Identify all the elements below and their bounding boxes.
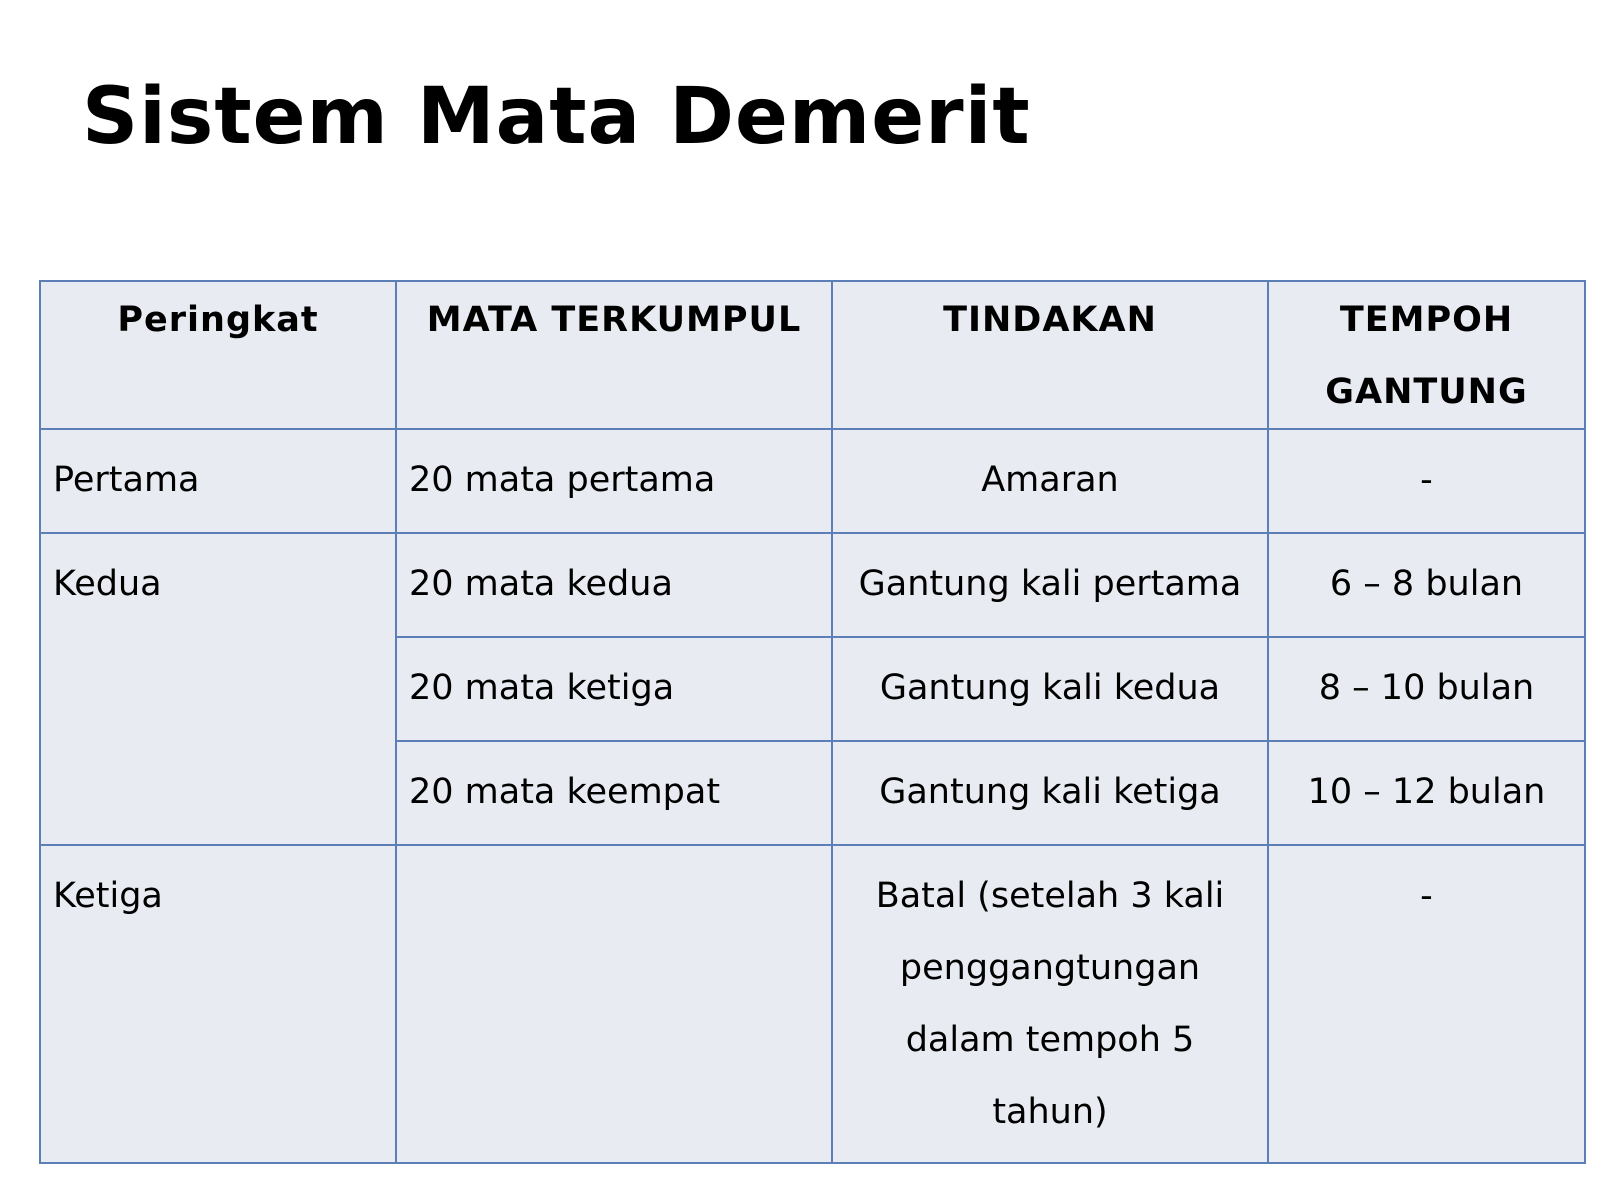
cell-tindakan: Amaran [832, 429, 1268, 533]
demerit-table [39, 280, 1586, 1164]
table-row [40, 845, 1585, 1163]
cell-tempoh: - [1268, 429, 1585, 533]
cell-peringkat: Kedua [40, 533, 396, 845]
table-row [40, 533, 1585, 637]
cell-tempoh: 6 – 8 bulan [1268, 533, 1585, 637]
cell-mata [396, 845, 832, 1163]
cell-mata: 20 mata keempat [396, 741, 832, 845]
header-tempoh-gantung: TEMPOH GANTUNG [1268, 281, 1585, 429]
cell-mata: 20 mata kedua [396, 533, 832, 637]
cell-mata: 20 mata pertama [396, 429, 832, 533]
cell-tindakan: Gantung kali ketiga [832, 741, 1268, 845]
cell-tempoh: 8 – 10 bulan [1268, 637, 1585, 741]
cell-peringkat: Ketiga [40, 845, 396, 1163]
cell-tindakan: Gantung kali pertama [832, 533, 1268, 637]
cell-tempoh: - [1268, 845, 1585, 1163]
table-row [40, 429, 1585, 533]
cell-tempoh: 10 – 12 bulan [1268, 741, 1585, 845]
table-header-row [40, 281, 1585, 429]
cell-mata: 20 mata ketiga [396, 637, 832, 741]
cell-tindakan: Batal (setelah 3 kali penggangtungan dalam tempoh 5 tahun) [832, 845, 1268, 1163]
page-title: Sistem Mata Demerit [82, 72, 1031, 162]
header-mata-terkumpul: MATA TERKUMPUL [396, 281, 832, 429]
header-peringkat: Peringkat [40, 281, 396, 429]
cell-peringkat: Pertama [40, 429, 396, 533]
cell-tindakan: Gantung kali kedua [832, 637, 1268, 741]
header-tindakan: TINDAKAN [832, 281, 1268, 429]
